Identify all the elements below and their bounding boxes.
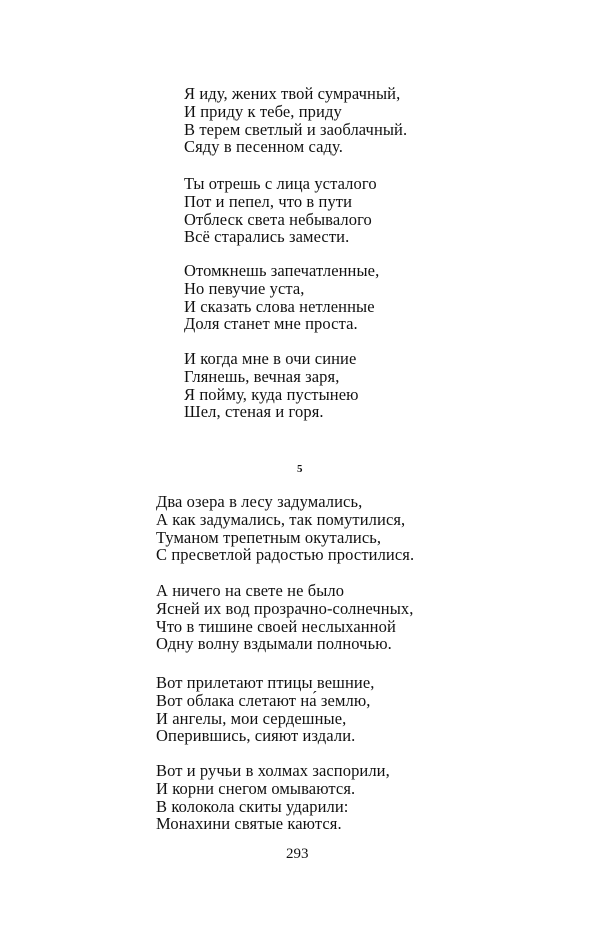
verse-line: А ничего на свете не было bbox=[156, 581, 345, 600]
stanza bbox=[156, 493, 414, 564]
verse-line: А как задумались, так помутилися, bbox=[156, 509, 406, 529]
verse-line: Вот облака слетают на́ землю, bbox=[156, 690, 371, 710]
verse-line: Два озера в лесу задумались, bbox=[156, 492, 363, 511]
stanza bbox=[184, 175, 377, 246]
verse-line: Одну волну вздымали полночью. bbox=[156, 634, 392, 654]
verse-line: Монахини святые каются. bbox=[156, 814, 342, 834]
verse-line: Ясней их вод прозрачно-солнечных, bbox=[156, 598, 414, 618]
verse-line: Отомкнешь запечатленные, bbox=[184, 261, 380, 280]
stanza bbox=[156, 582, 413, 653]
verse-line: Ты отрешь с лица усталого bbox=[184, 174, 377, 193]
verse-line: Вот прилетают птицы вешние, bbox=[156, 673, 375, 692]
section-number: 5 bbox=[297, 463, 303, 475]
stanza bbox=[184, 350, 359, 421]
verse-line: Вот и ручьи в холмах заспорили, bbox=[156, 761, 390, 780]
verse-line: И приду к тебе, приду bbox=[184, 101, 342, 121]
verse-line: В колокола скиты ударили: bbox=[156, 796, 349, 816]
verse-line: В терем светлый и заоблачный. bbox=[184, 119, 408, 139]
stanza bbox=[156, 674, 374, 745]
verse-line: Что в тишине своей неслыханной bbox=[156, 616, 396, 636]
stanza bbox=[184, 85, 407, 156]
verse-line: И сказать слова нетленные bbox=[184, 296, 375, 316]
verse-line: Я пойму, куда пустынею bbox=[184, 384, 359, 404]
verse-line: Я иду, жених твой сумрачный, bbox=[184, 84, 401, 103]
verse-line: Шел, стеная и горя. bbox=[184, 402, 324, 422]
page-number: 293 bbox=[286, 846, 309, 862]
verse-line: Доля станет мне проста. bbox=[184, 314, 358, 334]
verse-line: Но певучие уста, bbox=[184, 278, 305, 298]
verse-line: Туманом трепетным окутались, bbox=[156, 527, 382, 547]
stanza bbox=[184, 262, 379, 333]
verse-line: Оперившись, сияют издали. bbox=[156, 726, 356, 746]
verse-line: С пресветлой радостью простилися. bbox=[156, 545, 415, 565]
verse-line: Сяду в песенном саду. bbox=[184, 137, 343, 157]
verse-line: И ангелы, мои сердешные, bbox=[156, 708, 347, 728]
verse-line: Отблеск света небывалого bbox=[184, 209, 372, 229]
verse-line: Глянешь, вечная заря, bbox=[184, 366, 340, 386]
verse-line: И корни снегом омываются. bbox=[156, 778, 356, 798]
verse-line: И когда мне в очи синие bbox=[184, 349, 357, 368]
verse-line: Пот и пепел, что в пути bbox=[184, 191, 353, 211]
verse-line: Всё старались замести. bbox=[184, 227, 350, 247]
stanza bbox=[156, 762, 390, 833]
